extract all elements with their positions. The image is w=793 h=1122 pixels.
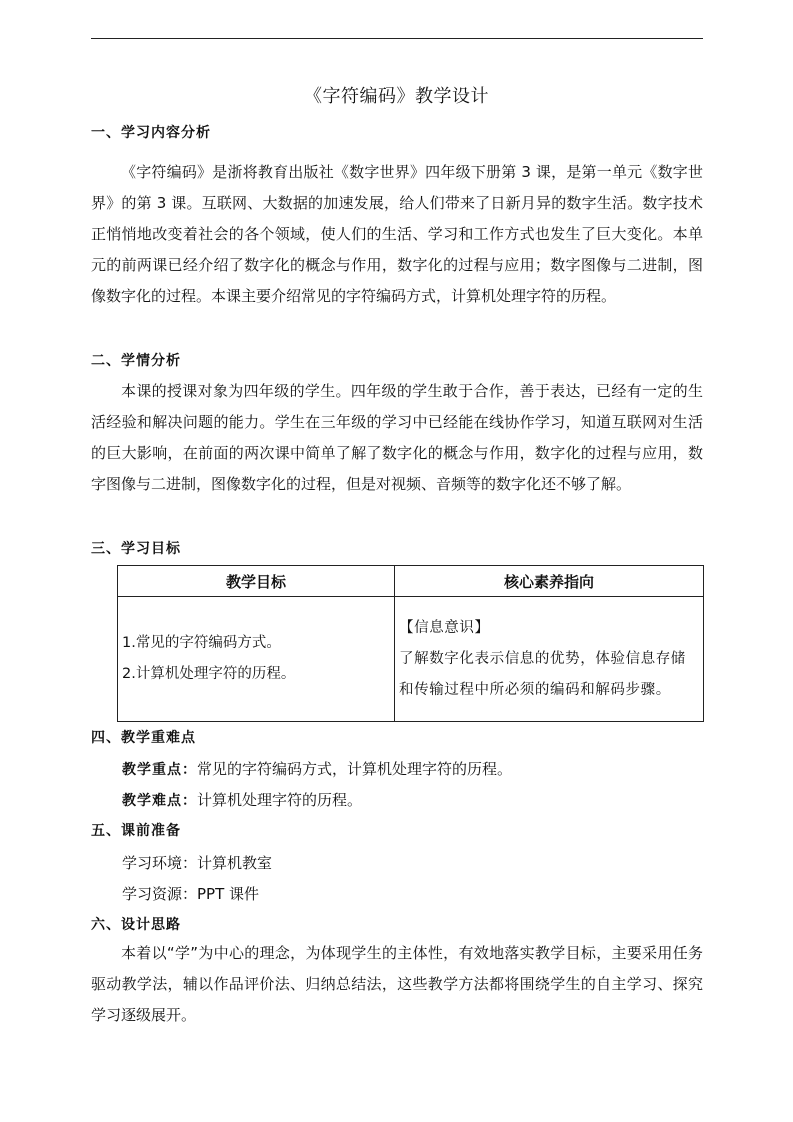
section-body-content-analysis: 《字符编码》是浙将教育出版社《数字世界》四年级下册第 3 课，是第一单元《数字世界》的第 3 课。互联网、大数据的加速发展，给人们带来了日新月异的数字生活。数字技术正悄悄地改变着社会的各个领域，使人们的生活、学习和工作方式也发生了巨大变化。本单元的前两课已经介绍了数字化的概念与作用，数字化的过程与应用；数字图像与二进制，图像数字化的过程。本课主要介绍常见的字符编码方式，计算机处理字符的历程。 [91,163,703,305]
difficult-point-line [122,789,362,812]
learning-goals-table [117,565,704,722]
literacy-cell [395,597,704,722]
table-header-row [118,566,704,597]
section-heading-preparation: 五、课前准备 [91,823,181,839]
key-point-line [122,758,512,781]
prep-environment: 学习环境：计算机教室 [122,854,273,872]
header-rule [91,38,703,39]
document-title: 《字符编码》教学设计 [304,86,489,107]
goals-cell [118,597,395,722]
literacy-text: 了解数字化表示信息的优势，体验信息存储和传输过程中所必须的编码和解码步骤。 [399,650,686,698]
key-point-label: 教学重点： [122,762,197,778]
literacy-tag: 【信息意识】 [399,619,490,636]
difficult-point-label: 教学难点： [122,793,197,809]
goal-item: 1.常见的字符编码方式。 [122,635,281,651]
key-point-text: 常见的字符编码方式，计算机处理字符的历程。 [197,760,513,778]
table-header-goals: 教学目标 [118,566,395,597]
table-header-literacy: 核心素养指向 [395,566,704,597]
section-heading-content-analysis: 一、学习内容分析 [91,125,211,141]
difficult-point-text: 计算机处理字符的历程。 [197,791,363,809]
prep-resources: 学习资源：PPT 课件 [122,885,260,903]
section-heading-learning-goals: 三、学习目标 [91,541,181,557]
table-row [118,597,704,722]
goal-item: 2.计算机处理字符的历程。 [122,666,296,682]
section-heading-design-idea: 六、设计思路 [91,917,181,933]
section-heading-student-analysis: 二、学情分析 [91,353,181,369]
section-heading-key-points: 四、教学重难点 [91,730,196,746]
section-body-student-analysis: 本课的授课对象为四年级的学生。四年级的学生敢于合作，善于表达，已经有一定的生活经验和解决问题的能力。学生在三年级的学习中已经能在线协作学习，知道互联网对生活的巨大影响，在前面的两次课中简单了解了数字化的概念与作用，数字化的过程与应用，数字图像与二进制，图像数字化的过程，但是对视频、音频等的数字化还不够了解。 [91,382,703,493]
section-body-design-idea: 本着以“学”为中心的理念，为体现学生的主体性，有效地落实教学目标，主要采用任务驱动教学法，辅以作品评价法、归纳总结法，这些教学方法都将围绕学生的自主学习、探究学习逐级展开。 [91,944,703,1024]
